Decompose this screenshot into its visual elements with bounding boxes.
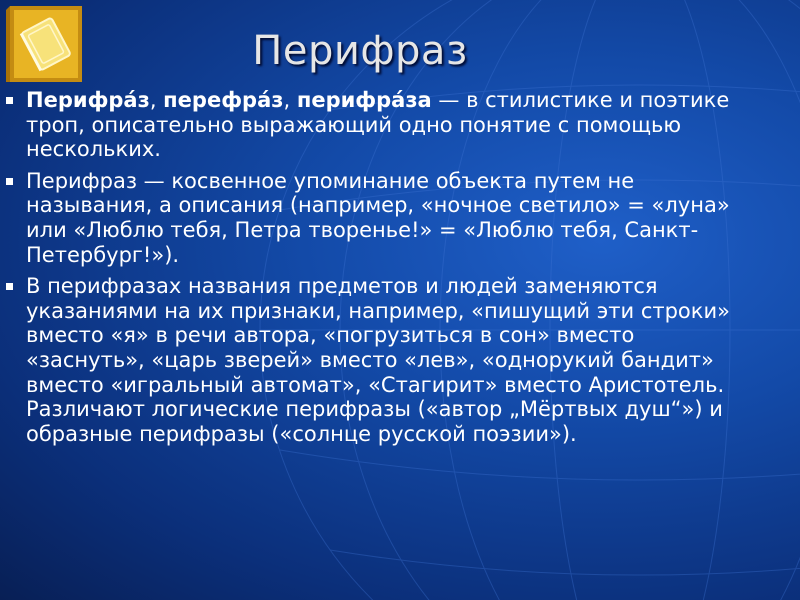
examples-text: В перифразах названия предметов и людей заменяются указаниями на их признаки, например, «пишущий эти строки» вместо «я» в речи автора, «погрузиться в сон» вместо «заснуть», «царь зверей» вместо «лев», «однорукий бандит» вместо «игральный автомат», «Стагирит» вместо Аристотель. Различают логические перифразы («автор „Мёртвых душ“») и образные перифразы («солнце русской поэзии»). <box>26 274 730 446</box>
term-3: перифра́за <box>296 88 432 112</box>
term-1: Перифра́з <box>26 88 150 112</box>
bullet-marker <box>6 178 13 185</box>
term-separator: , <box>283 88 297 112</box>
bullet-item-definition <box>0 88 730 162</box>
bullet-item-explanation <box>0 169 730 267</box>
bullet-item-examples <box>0 274 730 446</box>
term-2: перефра́з <box>163 88 284 112</box>
explanation-text: Перифраз — косвенное упоминание объекта путем не называния, а описания (например, «ночное светило» = «луна» или «Люблю тебя, Петра творенье!» = «Люблю тебя, Санкт-Петербург!»). <box>26 168 730 267</box>
slide-title: Перифраз <box>252 28 468 74</box>
term-separator: , <box>149 88 164 112</box>
definition-text: — в стилистике и поэтике троп, описательно выражающий одно понятие с помощью нескольких. <box>26 88 730 162</box>
bullet-marker <box>6 97 13 104</box>
bullet-list <box>0 88 730 453</box>
bullet-marker <box>6 283 13 290</box>
